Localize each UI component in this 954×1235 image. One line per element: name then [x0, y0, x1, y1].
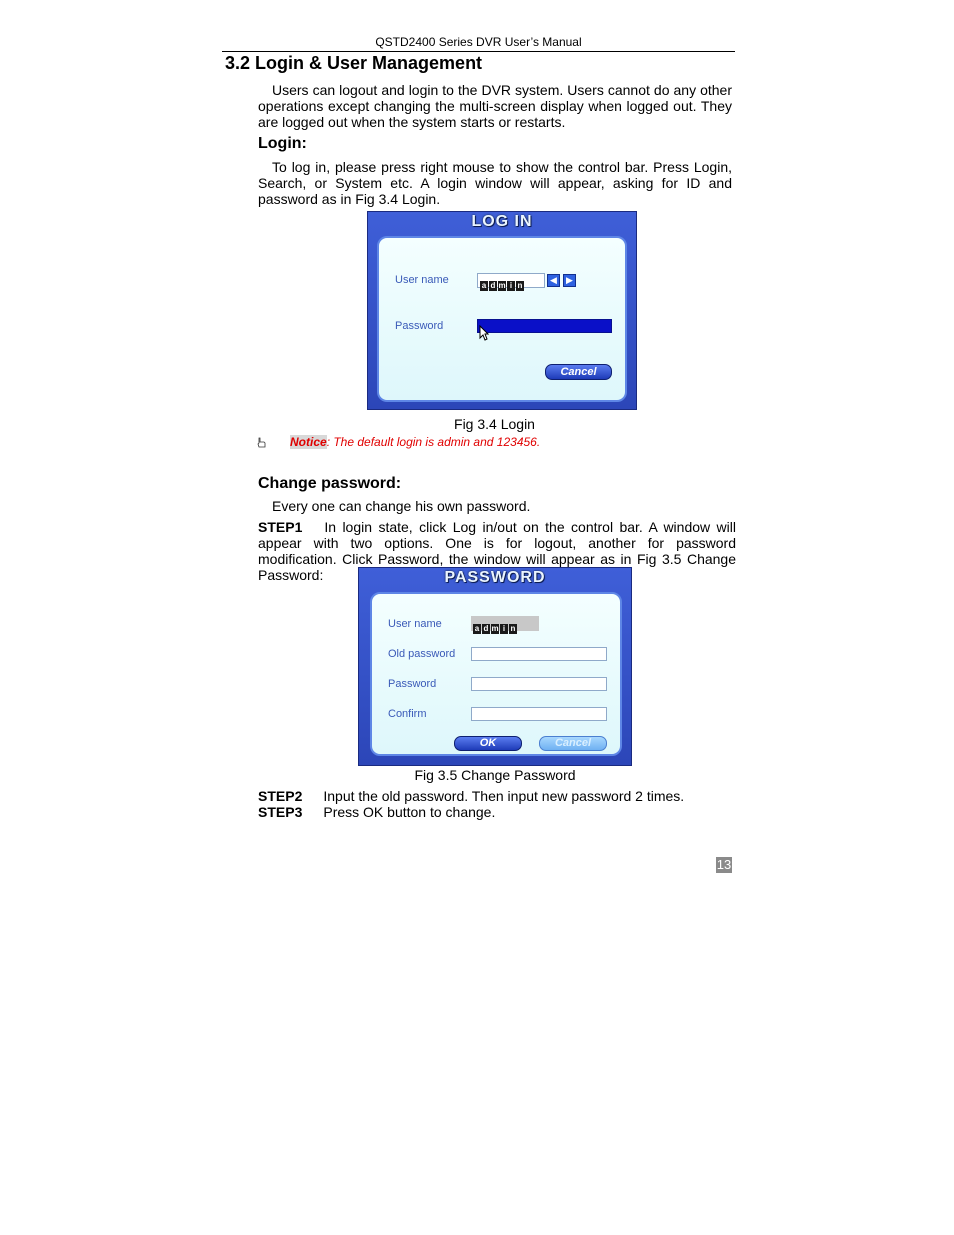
new-password-label: Password [388, 678, 437, 690]
pw-username-label: User name [388, 618, 442, 630]
fig-3-4-caption: Fig 3.4 Login [454, 416, 535, 432]
change-password-heading: Change password: [258, 475, 402, 492]
running-header: QSTD2400 Series DVR User’s Manual [375, 35, 582, 49]
fig-3-5-caption: Fig 3.5 Change Password [414, 767, 576, 783]
login-paragraph [258, 159, 732, 207]
step2-label: STEP2 [258, 788, 303, 804]
notice-line [290, 435, 540, 449]
change-password-paragraph [258, 498, 732, 514]
login-cancel-button[interactable]: Cancel [545, 364, 612, 380]
step3-text: Press OK button to change. [323, 804, 496, 820]
pointing-hand-icon [256, 437, 267, 448]
intro-paragraph [258, 82, 732, 130]
login-dialog-panel [377, 236, 627, 402]
step2-text: Input the old password. Then input new password 2 times. [323, 788, 685, 804]
notice-label: Notice [290, 435, 327, 449]
pw-username-value: a d m i n [474, 624, 516, 633]
login-heading: Login: [258, 135, 307, 152]
login-password-field[interactable] [477, 319, 612, 333]
step2-paragraph [258, 788, 736, 804]
login-password-label: Password [395, 320, 444, 332]
login-username-field[interactable] [477, 273, 545, 288]
login-username-value: a d m i n [481, 281, 523, 290]
confirm-password-field[interactable] [471, 707, 607, 721]
step3-paragraph [258, 804, 736, 820]
login-text: To log in, please press right mouse to show the control bar. Press Login, Search, or System etc. A login window will appear, asking for ID and password as in Fig 3.4 Login. [258, 159, 732, 207]
page-number: 13 [716, 857, 732, 872]
section-heading: 3.2 Login & User Management [225, 53, 483, 73]
login-dialog-figure [367, 211, 637, 410]
step1-label: STEP1 [258, 519, 303, 535]
pw-username-field [471, 616, 539, 631]
intro-text: Users can logout and login to the DVR system. Users cannot do any other operations except changing the multi-screen display when logged out. They are logged out when the system starts or restarts. [258, 82, 732, 130]
header-rule [222, 51, 735, 52]
password-dialog-figure [358, 567, 632, 766]
step1-text: In login state, click Log in/out on the control bar. A window will appear with two options. One is for logout, another for password modification. Click Password, the window will appear as in Fig 3.5 Change Password: [258, 519, 736, 583]
password-dialog-panel [370, 592, 622, 756]
username-next-arrow-icon[interactable]: ▶ [563, 274, 576, 287]
new-password-field[interactable] [471, 677, 607, 691]
notice-text: : The default login is admin and 123456. [326, 435, 541, 449]
old-password-field[interactable] [471, 647, 607, 661]
password-dialog-title: PASSWORD [444, 569, 546, 586]
pw-cancel-button[interactable]: Cancel [539, 736, 607, 751]
confirm-label: Confirm [388, 708, 427, 720]
login-username-label: User name [395, 274, 449, 286]
ok-button[interactable]: OK [454, 736, 522, 751]
step3-label: STEP3 [258, 804, 303, 820]
mouse-cursor-icon [479, 325, 489, 341]
change-password-text: Every one can change his own password. [272, 498, 531, 514]
old-password-label: Old password [388, 648, 456, 660]
username-prev-arrow-icon[interactable]: ◀ [547, 274, 560, 287]
login-dialog-title: LOG IN [471, 213, 533, 230]
